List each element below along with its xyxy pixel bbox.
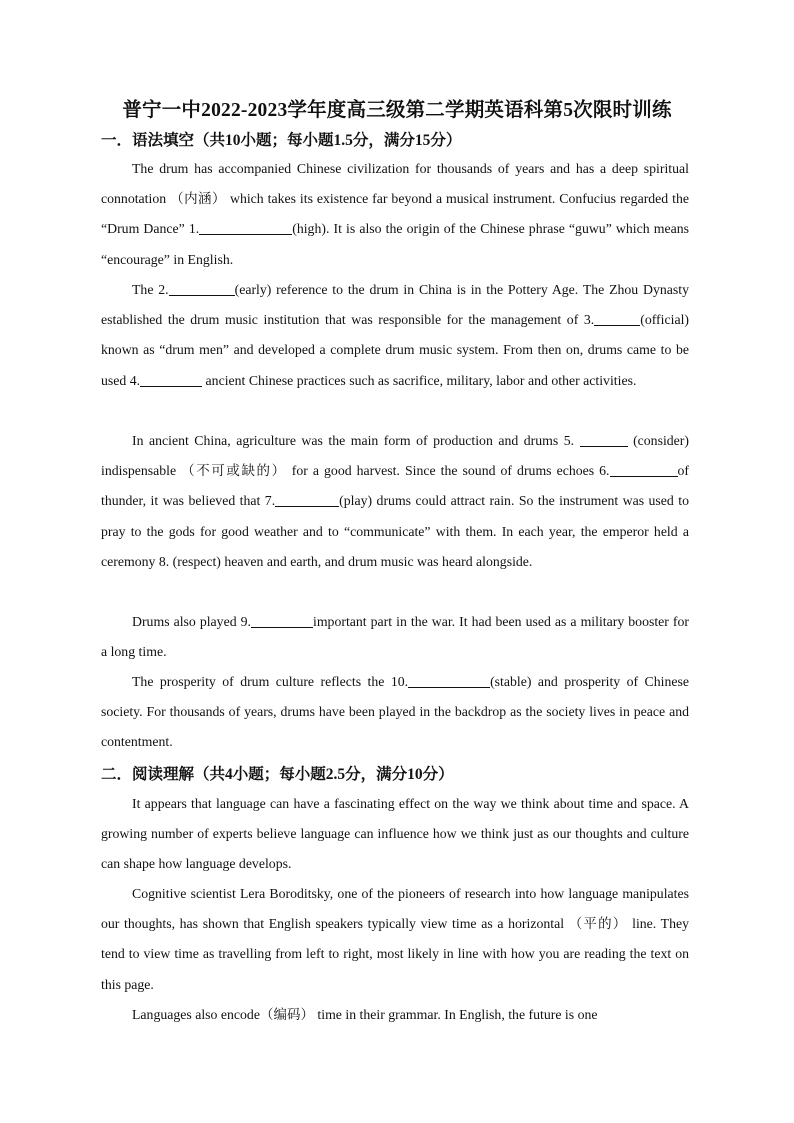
blank-1[interactable] [199, 220, 292, 235]
s1-paragraph-5 [101, 667, 689, 758]
text: important part in the war. It had been used as a military booster for a long time. [101, 614, 689, 660]
blank-5[interactable] [580, 432, 628, 447]
section1-heading: 一．语法填空（共10小题；每小题1.5分，满分15分） [101, 132, 462, 149]
blank-10[interactable] [408, 673, 490, 688]
text: Languages also encode [132, 1007, 260, 1022]
s2-paragraph-2 [101, 879, 689, 1000]
blank-3[interactable] [594, 311, 640, 326]
s2-paragraph-1 [101, 789, 689, 880]
text: of thunder, it was believed that 7. [101, 463, 689, 509]
text: (early) reference to the drum in China is in the Pottery Age. The Zhou Dynasty established the drum music institution that was responsible for the management of 3. [101, 282, 689, 328]
blank-9[interactable] [251, 613, 313, 628]
blank-7[interactable] [275, 492, 339, 507]
text: Cognitive scientist Lera Boroditsky, one of the pioneers of research into how language manipulates our thoughts, has shown that English speakers typically view time as a horizontal [101, 886, 689, 932]
text: time in their grammar. In English, the future is one [313, 1007, 598, 1022]
text: which takes its existence far beyond a musical instrument. Confucius regarded the “Drum Dance” 1. [101, 191, 690, 237]
blank-4[interactable] [140, 372, 202, 387]
text: (official) known as “drum men” and developed a complete drum music system. From then on, drums came to be used 4. [101, 312, 689, 388]
text: line. They tend to view time as travelling from left to right, most likely in line with how you are reading the text on this page. [101, 916, 689, 992]
s1-paragraph-1 [101, 154, 689, 275]
text: The 2. [132, 282, 169, 297]
cn-gloss: （内涵） [170, 191, 227, 208]
cn-gloss: （平的） [568, 916, 628, 933]
section2-heading: 二．阅读理解（共4小题；每小题2.5分，满分10分） [101, 766, 454, 783]
page-title: 普宁一中2022-2023学年度高三级第二学期英语科第5次限时训练 [122, 100, 672, 121]
text: The prosperity of drum culture reflects the 10. [132, 674, 409, 689]
s1-paragraph-2 [101, 275, 689, 396]
text: for a good harvest. Since the sound of drums echoes 6. [286, 463, 610, 479]
text: In ancient China, agriculture was the main form of production and drums 5. [132, 433, 580, 448]
text: (play) drums could attract rain. So the instrument was used to pray to the gods for good weather and to “communicate” with them. In each year, the emperor held a ceremony 8. (respect) heaven and earth, and drum music was heard alongside. [101, 493, 689, 569]
text: Drums also played 9. [132, 614, 251, 629]
text: The drum has accompanied Chinese civilization for thousands of years and has a deep spiritual connotation [101, 161, 689, 207]
text: (high). It is also the origin of the Chinese phrase “guwu” which means “encourage” in English. [101, 221, 689, 267]
s1-paragraph-3 [101, 426, 689, 577]
text: (stable) and prosperity of Chinese society. For thousands of years, drums have been played in the backdrop as the society lives in peace and contentment. [101, 674, 689, 750]
text: ancient Chinese practices such as sacrifice, military, labor and other activities. [202, 372, 637, 388]
cn-gloss: （编码） [259, 1007, 314, 1023]
cn-gloss: （不可或缺的） [181, 463, 287, 480]
blank-2[interactable] [169, 281, 235, 296]
text: (consider) indispensable [101, 433, 689, 479]
s1-paragraph-4 [101, 607, 689, 667]
s2-paragraph-3 [101, 1000, 689, 1030]
text: It appears that language can have a fascinating effect on the way we think about time and space. A growing number of experts believe language can influence how we think just as our thoughts and culture can shape how language develops. [101, 796, 689, 872]
blank-6[interactable] [610, 462, 678, 477]
